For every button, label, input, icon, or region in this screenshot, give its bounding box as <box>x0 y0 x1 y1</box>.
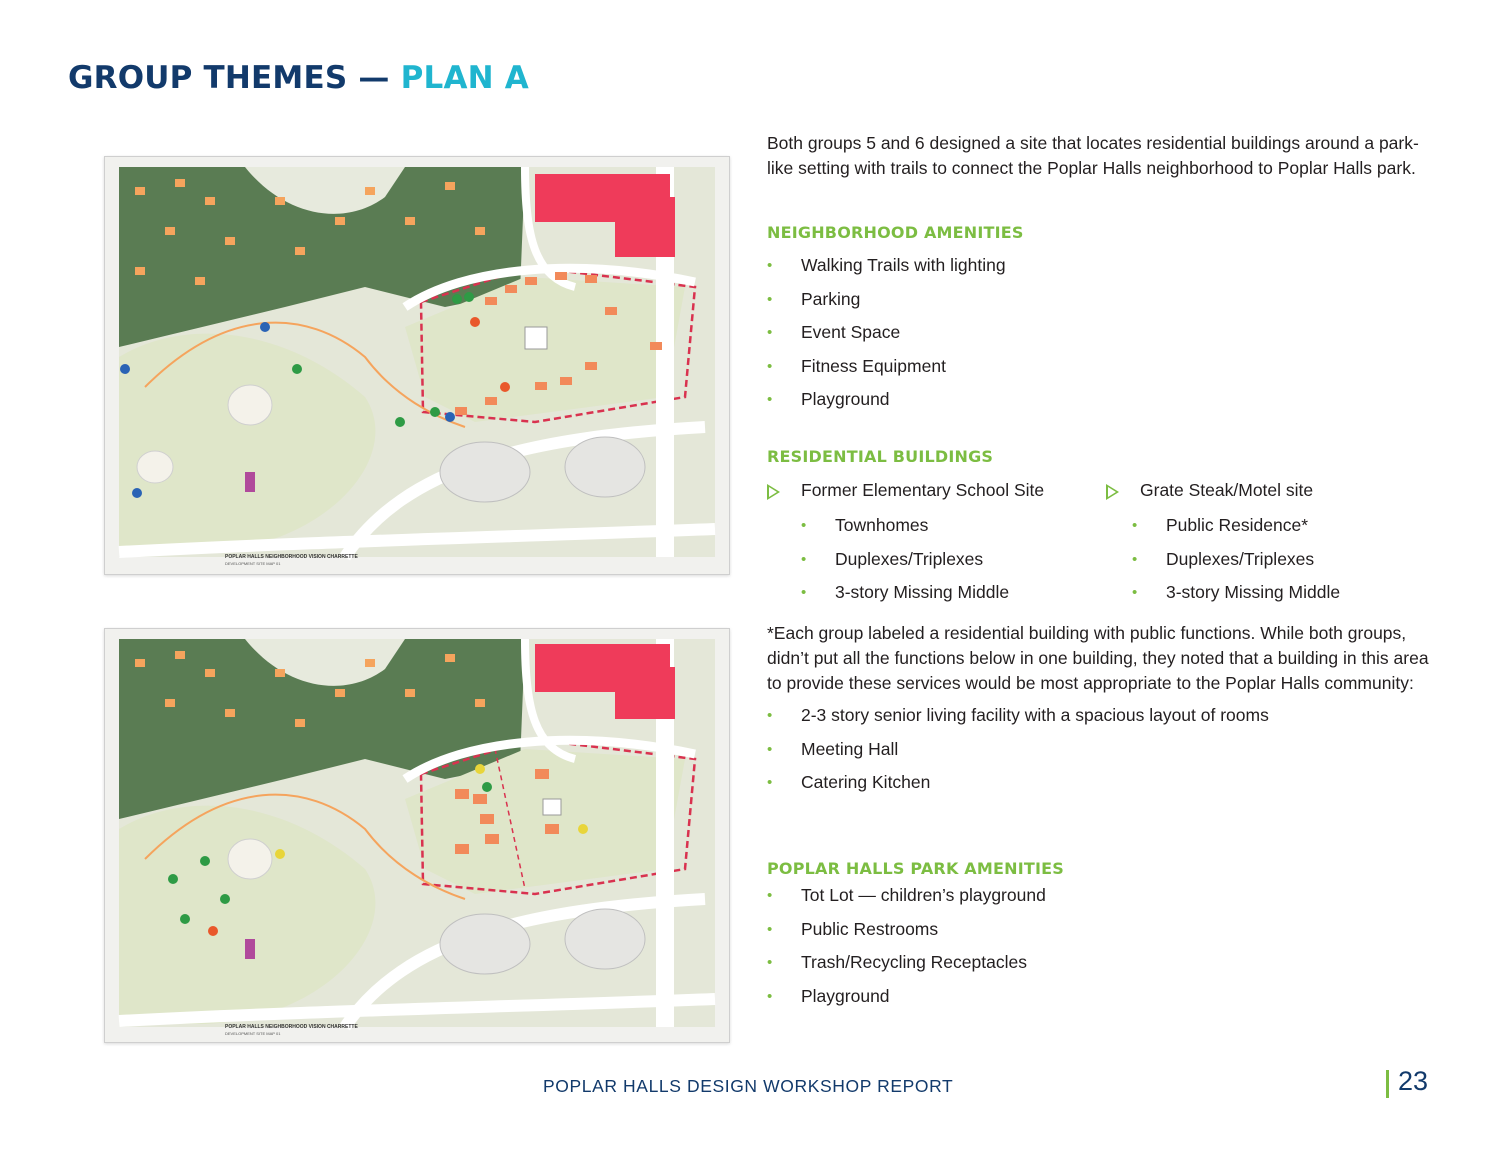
site-plan-map-bottom <box>104 628 730 1043</box>
footer-report-title: POPLAR HALLS DESIGN WORKSHOP REPORT <box>543 1076 954 1096</box>
title-accent: PLAN A <box>400 60 529 96</box>
residential-buildings-section <box>767 444 1435 469</box>
map-subcaption: DEVELOPMENT SITE MAP 01 <box>225 1031 281 1036</box>
map-caption: POPLAR HALLS NEIGHBORHOOD VISION CHARRETTE <box>225 1024 358 1030</box>
site-item-motel <box>1106 478 1435 513</box>
list-item: • Fitness Equipment <box>767 354 1435 388</box>
list-item: • Townhomes <box>767 513 1097 547</box>
neighborhood-amenities-heading: NEIGHBORHOOD AMENITIES <box>767 223 1024 242</box>
intro-section <box>767 131 1435 181</box>
school-site-list <box>767 513 1097 614</box>
list-item: • Tot Lot — children’s playground <box>767 883 1435 917</box>
list-item: • Public Residence* <box>1098 513 1435 547</box>
site-title: Grate Steak/Motel site <box>1140 480 1314 500</box>
list-item: • Meeting Hall <box>767 737 1435 771</box>
site-title: Former Elementary School Site <box>801 480 1045 500</box>
neighborhood-amenities-section <box>767 220 1435 421</box>
intro-paragraph: Both groups 5 and 6 designed a site that locates residential buildings around a park-like setting with trails to connect the Poplar Halls neighborhood to Poplar Halls park. <box>767 133 1419 178</box>
motel-site-list <box>1098 513 1435 614</box>
list-item: • Trash/Recycling Receptacles <box>767 950 1435 984</box>
triangle-bullet-icon <box>767 484 780 500</box>
list-item: • Catering Kitchen <box>767 770 1435 804</box>
map-caption: POPLAR HALLS NEIGHBORHOOD VISION CHARRETTE <box>225 554 358 560</box>
site-plan-drawing-top <box>105 157 729 574</box>
list-item: • 2-3 story senior living facility with a spacious layout of rooms <box>767 703 1435 737</box>
park-amenities-heading: POPLAR HALLS PARK AMENITIES <box>767 859 1065 878</box>
list-item: • Walking Trails with lighting <box>767 253 1435 287</box>
public-functions-list <box>767 703 1435 804</box>
page-title <box>68 60 529 96</box>
page-number: 23 <box>1398 1066 1429 1096</box>
triangle-bullet-icon <box>1106 484 1119 500</box>
list-item: • 3-story Missing Middle <box>1098 580 1435 614</box>
page-number-divider <box>1386 1070 1389 1098</box>
list-item: • Event Space <box>767 320 1435 354</box>
park-amenities-section <box>767 856 1435 1017</box>
public-functions-section <box>767 621 1435 804</box>
park-amenities-list <box>767 883 1435 1017</box>
list-item: • Duplexes/Triplexes <box>1098 547 1435 581</box>
site-plan-map-top <box>104 156 730 575</box>
residential-buildings-heading: RESIDENTIAL BUILDINGS <box>767 447 994 466</box>
list-item: • Parking <box>767 287 1435 321</box>
residential-right-column <box>1106 478 1435 614</box>
neighborhood-amenities-list <box>767 253 1435 421</box>
list-item: • Playground <box>767 387 1435 421</box>
list-item: • Playground <box>767 984 1435 1018</box>
list-item: • Public Restrooms <box>767 917 1435 951</box>
residential-left-column <box>767 478 1097 614</box>
title-primary: GROUP THEMES — <box>68 60 390 96</box>
list-item: • 3-story Missing Middle <box>767 580 1097 614</box>
map-subcaption: DEVELOPMENT SITE MAP 01 <box>225 561 281 566</box>
note-paragraph: *Each group labeled a residential building with public functions. While both groups, didn’t put all the functions below in one building, they noted that a building in this area to provide these services would be most appropriate to the Poplar Halls community: <box>767 623 1429 693</box>
site-item-school <box>767 478 1097 513</box>
site-plan-drawing-bottom <box>105 629 729 1042</box>
list-item: • Duplexes/Triplexes <box>767 547 1097 581</box>
